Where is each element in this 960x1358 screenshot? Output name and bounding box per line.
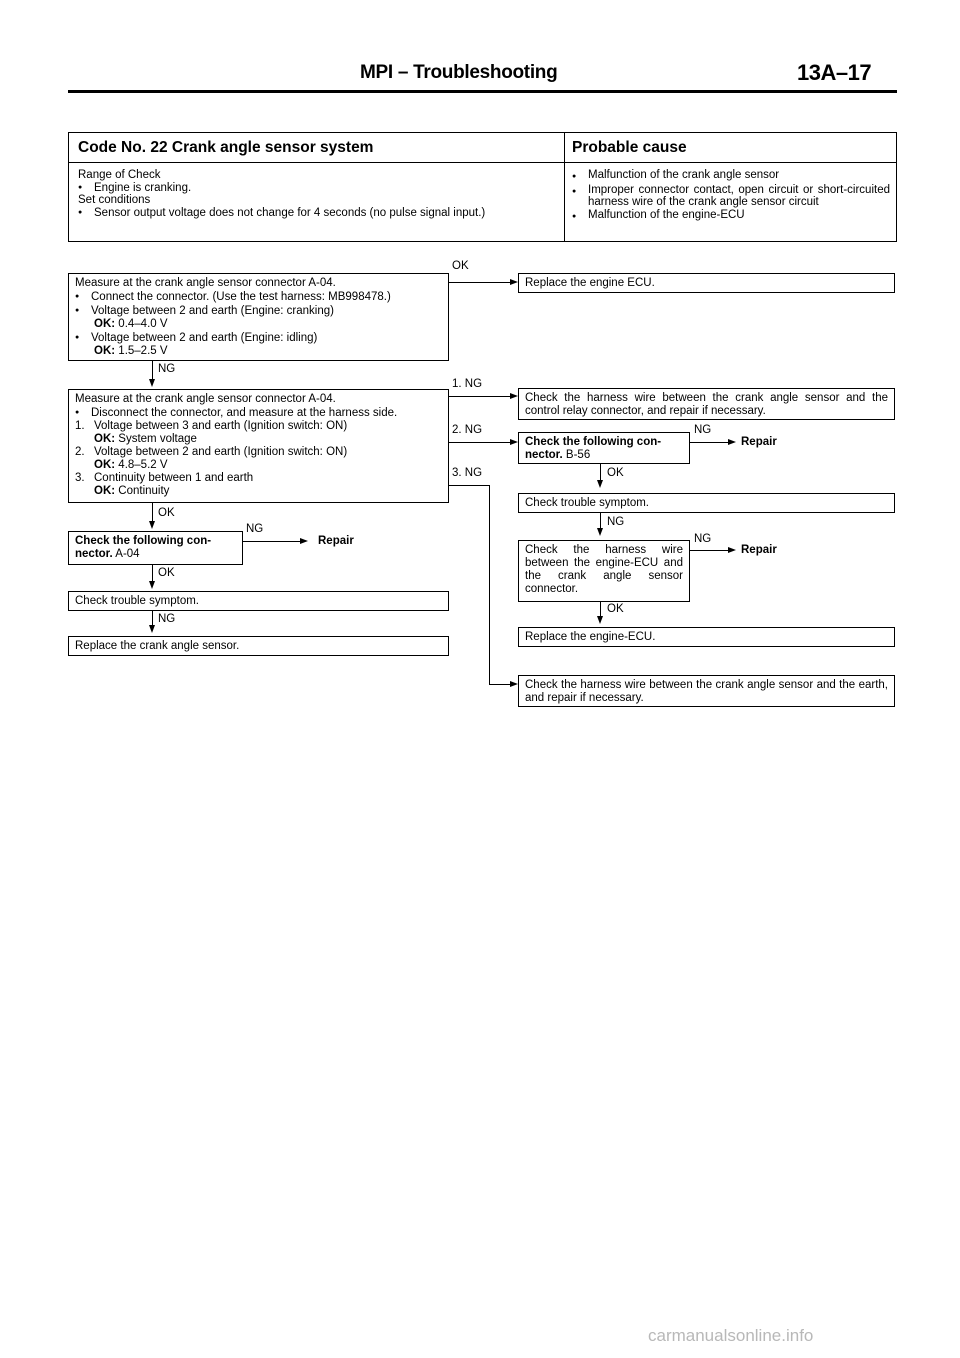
ok-value: 1.5–2.5 V [118, 345, 168, 357]
probable-cause-title: Probable cause [572, 139, 687, 156]
set-condition-item: ● Sensor output voltage does not change for 4 seconds (no pulse signal input.) [78, 207, 558, 220]
step2-title: Measure at the crank angle sensor connector A-04. [75, 393, 336, 405]
symptom-text: Check trouble symptom. [525, 497, 649, 509]
ng2-harness-ng-label: NG [694, 533, 712, 545]
table-header-rule [69, 162, 896, 163]
connector-check-text: Check the following con-nector. [75, 535, 212, 560]
arrow-down-icon [597, 616, 603, 624]
ng2-harness-repair-label: Repair [741, 544, 777, 556]
replace-sensor-text: Replace the crank angle sensor. [75, 640, 240, 652]
arrow-down-icon [597, 528, 603, 536]
replace-ecu-text: Replace the engine-ECU. [525, 631, 656, 643]
ng3-harness-box [518, 675, 895, 707]
connector-line [449, 485, 490, 486]
connector-id: B-56 [565, 449, 591, 461]
arrow-down-icon [149, 379, 155, 387]
ng1-label: 1. NG [452, 378, 483, 390]
page-title: MPI – Troubleshooting [360, 62, 558, 83]
watermark: carmanualsonline.info [648, 1326, 814, 1345]
cause-item: ● Malfunction of the crank angle sensor [572, 169, 780, 181]
ng2-ng-label: NG [694, 424, 712, 436]
connector-line [152, 503, 153, 523]
replace-ecu-box [518, 273, 895, 293]
ng2-harness-ok-label: OK [607, 603, 624, 615]
arrow-right-icon [510, 393, 518, 399]
set-conditions-heading: Set conditions [78, 194, 151, 206]
arrow-down-icon [149, 521, 155, 529]
code-title: Code No. 22 Crank angle sensor system [78, 139, 374, 156]
ng3-label: 3. NG [452, 467, 483, 479]
symptom-text: Check trouble symptom. [75, 595, 199, 607]
arrow-right-icon [510, 439, 518, 445]
connector-line [243, 541, 302, 542]
connector-line [449, 282, 510, 283]
cause-item: ● Improper connector contact, open circuit or short-circuited harness wire of the crank angle sensor circuit [572, 183, 890, 208]
table-column-divider [564, 133, 565, 241]
arrow-right-icon [728, 439, 736, 445]
arrow-down-icon [149, 581, 155, 589]
connector-ng-label: NG [246, 523, 264, 535]
step1-item: ● Voltage between 2 and earth (Engine: idling) [75, 331, 442, 345]
ok-value: System voltage [118, 433, 197, 445]
ng1-harness-text: Check the harness wire between the crank angle sensor and the control relay connector, and repair if necessary. [525, 392, 888, 417]
ng2-harness-box [518, 540, 690, 602]
arrow-down-icon [149, 625, 155, 633]
step1-title: Measure at the crank angle sensor connector A-04. [75, 277, 336, 289]
harness-text: Check the harness wire between the engine-ECU and the crank angle sensor connector. [525, 544, 683, 595]
cause-item: ● Malfunction of the engine-ECU [572, 208, 745, 221]
step1-ng-label: NG [158, 363, 176, 375]
ng3-harness-text: Check the harness wire between the crank angle sensor and the earth, and repair if necessary. [525, 679, 888, 704]
step2-item: ● Disconnect the connector, and measure at the harness side. [75, 406, 442, 420]
ng2-symptom-ng-label: NG [607, 516, 625, 528]
step2-item: Continuity between 1 and earth [94, 472, 254, 484]
connector-ok-label: OK [158, 567, 175, 579]
step1-measure-box [68, 273, 449, 361]
connector-id: A-04 [115, 548, 140, 560]
ng2-symptom-box [518, 493, 895, 513]
arrow-right-icon [510, 279, 518, 285]
range-item: ● Engine is cranking. [78, 182, 558, 195]
symptom-box [68, 591, 449, 611]
connector-line [690, 442, 730, 443]
arrow-right-icon [300, 538, 308, 544]
ok-label: OK: [94, 345, 116, 357]
connector-check-box [68, 531, 243, 565]
connector-line [449, 442, 510, 443]
ok-value: Continuity [118, 485, 170, 497]
code-table [68, 132, 897, 242]
header-rule [68, 90, 897, 93]
step2-ok-label: OK [158, 507, 175, 519]
connector-check-text: Check the following con-nector. [525, 436, 662, 461]
connector-line [152, 361, 153, 381]
arrow-down-icon [597, 480, 603, 488]
symptom-ng-label: NG [158, 613, 176, 625]
connector-line [489, 485, 490, 684]
ng2-repair-label: Repair [741, 436, 777, 448]
connector-repair-label: Repair [318, 535, 354, 547]
step2-item: Voltage between 3 and earth (Ignition switch: ON) [94, 420, 348, 432]
connector-line [489, 684, 510, 685]
range-heading: Range of Check [78, 169, 161, 181]
replace-ecu-text: Replace the engine ECU. [525, 277, 655, 289]
page-number: 13A–17 [797, 60, 872, 85]
replace-sensor-box [68, 636, 449, 656]
step1-item: ● Voltage between 2 and earth (Engine: cranking) [75, 304, 442, 318]
step2-item: Voltage between 2 and earth (Ignition switch: ON) [94, 446, 348, 458]
step1-ok-label: OK [452, 260, 469, 272]
connector-line [449, 396, 510, 397]
probable-cause-list [572, 169, 890, 223]
arrow-right-icon [728, 547, 736, 553]
ng2-ok-label: OK [607, 467, 624, 479]
ng1-harness-box [518, 388, 895, 420]
ok-value: 4.8–5.2 V [118, 459, 168, 471]
step2-measure-box: Measure at the crank angle sensor connector A-04. ● Disconnect the connector, and measure at the harness side. 1. Voltage between 3 and earth (Ignition switch: ON) OK: System voltage 2. Voltage between 2 and earth (Ignition switch: ON) OK: 4.8–5.2 V 3. Continuity between 1 and earth OK: Continuity [68, 389, 449, 503]
ok-label: OK: [94, 318, 116, 330]
ng2-label: 2. NG [452, 424, 483, 436]
ok-value: 0.4–4.0 V [118, 318, 168, 330]
arrow-right-icon [510, 681, 518, 687]
step1-item: ● Connect the connector. (Use the test harness: MB998478.) [75, 290, 442, 304]
range-of-check [78, 169, 558, 219]
ng2-connector-check-box [518, 432, 690, 464]
connector-line [690, 550, 730, 551]
ng2-replace-ecu-box [518, 627, 895, 647]
